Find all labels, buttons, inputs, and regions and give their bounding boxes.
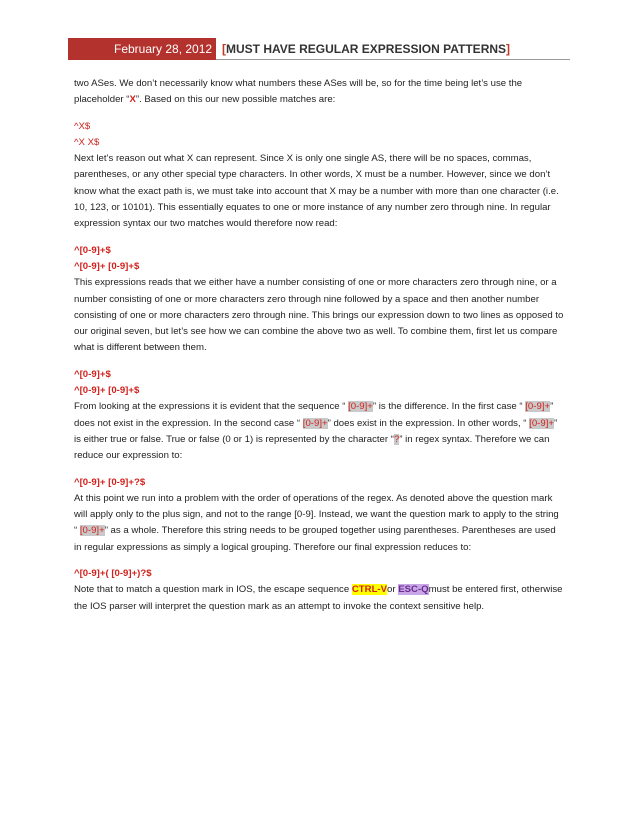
- ctrl-v-highlight: CTRL-V: [351, 584, 388, 596]
- p4-text-c: ” does not exist in the expression. In the second case “: [74, 401, 554, 429]
- p4-text-d: ” does exist in the expression. In other words, “: [327, 417, 530, 429]
- header-date: February 28, 2012: [68, 38, 216, 60]
- header-title: [222, 38, 510, 60]
- p6-text-c: must be entered first, otherwise the IOS parser will interpret the question mark as an attempt to invoke the context sensitive help.: [74, 584, 563, 612]
- question-mark-highlight: ?: [393, 433, 400, 445]
- code-line: ^[0-9]+$: [74, 244, 111, 256]
- code-line: ^[0-9]+( [0-9]+)?$: [74, 568, 152, 580]
- sequence-highlight: [0-9]+: [79, 525, 105, 537]
- code-line: ^[0-9]+ [0-9]+$: [74, 385, 140, 397]
- paragraph-2: Next let’s reason out what X can represent. Since X is only one single AS, there will be no spaces, commas, parentheses, or any other special type characters. In other words, X must be a number. However, since we don’t know what the exact path is, we must take into account that X may be a number with more than one character (i.e. 10, 123, or 10101). This essentially equates to one or more instance of any number zero through nine. In regular expression syntax our two matches would therefore now read:: [74, 153, 559, 230]
- p1-text-a: two ASes. We don’t necessarily know what numbers these ASes will be, so for the time being let’s use the placeholder “: [74, 78, 523, 106]
- sequence-highlight: [0-9]+: [525, 401, 551, 413]
- paragraph-1: [74, 76, 564, 109]
- p5-text-b: ” as a whole. Therefore this string needs to be grouped together using parentheses. Parentheses are used in regular expressions as simply a logical grouping. Therefore our final expression reduces to:: [74, 525, 556, 553]
- p4-text-f: ” in regex syntax. Therefore we can reduce our expression to:: [74, 433, 550, 462]
- code-line: ^[0-9]+$: [74, 368, 111, 380]
- code-line: ^X$: [74, 120, 91, 132]
- p4-text-a: From looking at the expressions it is evident that the sequence “: [74, 401, 349, 413]
- paragraph-6: [74, 582, 564, 615]
- header-rule: [216, 59, 570, 60]
- paragraph-4: [74, 399, 564, 464]
- sequence-highlight: [0-9]+: [302, 417, 328, 429]
- header-bracket-close: ]: [506, 42, 511, 56]
- esc-q-highlight: ESC-Q: [398, 584, 429, 596]
- p4-text-e: ” is either true or false. True or false (0 or 1) is represented by the character “: [74, 417, 558, 445]
- code-line: ^[0-9]+ [0-9]+?$: [74, 476, 146, 488]
- placeholder-x: X: [129, 94, 136, 106]
- code-line: ^[0-9]+ [0-9]+$: [74, 260, 140, 272]
- p1-text-b: ”. Based on this our new possible matches are:: [135, 94, 336, 106]
- sequence-highlight: [0-9]+: [529, 417, 554, 429]
- header-title-text: MUST HAVE REGULAR EXPRESSION PATTERNS: [226, 42, 507, 56]
- header-bracket-open: [: [222, 42, 226, 56]
- paragraph-5: [74, 491, 564, 556]
- p6-text-a: Note that to match a question mark in IOS, the escape sequence: [74, 584, 352, 596]
- paragraph-3: This expressions reads that we either have a number consisting of one or more characters zero through nine, or a number consisting of one or more characters zero through nine followed by a space and then another number consisting of one or more characters zero through nine. This brings our expression down to two lines as opposed to our original seven, but let’s see how we can combine the above two as well. To combine them, first let us compare what is different between them.: [74, 277, 564, 354]
- document-body: [74, 76, 564, 615]
- p6-text-b: or: [387, 584, 399, 596]
- sequence-highlight: [0-9]+: [348, 401, 373, 413]
- p4-text-b: ” is the difference. In the first case “: [372, 401, 526, 413]
- code-line: ^X X$: [74, 136, 100, 148]
- p5-text-a: At this point we run into a problem with the order of operations of the regex. As denoted above the question mark will apply only to the plus sign, and not to the range [0-9]. Instead, we want the question mark to apply to the string “: [74, 492, 559, 537]
